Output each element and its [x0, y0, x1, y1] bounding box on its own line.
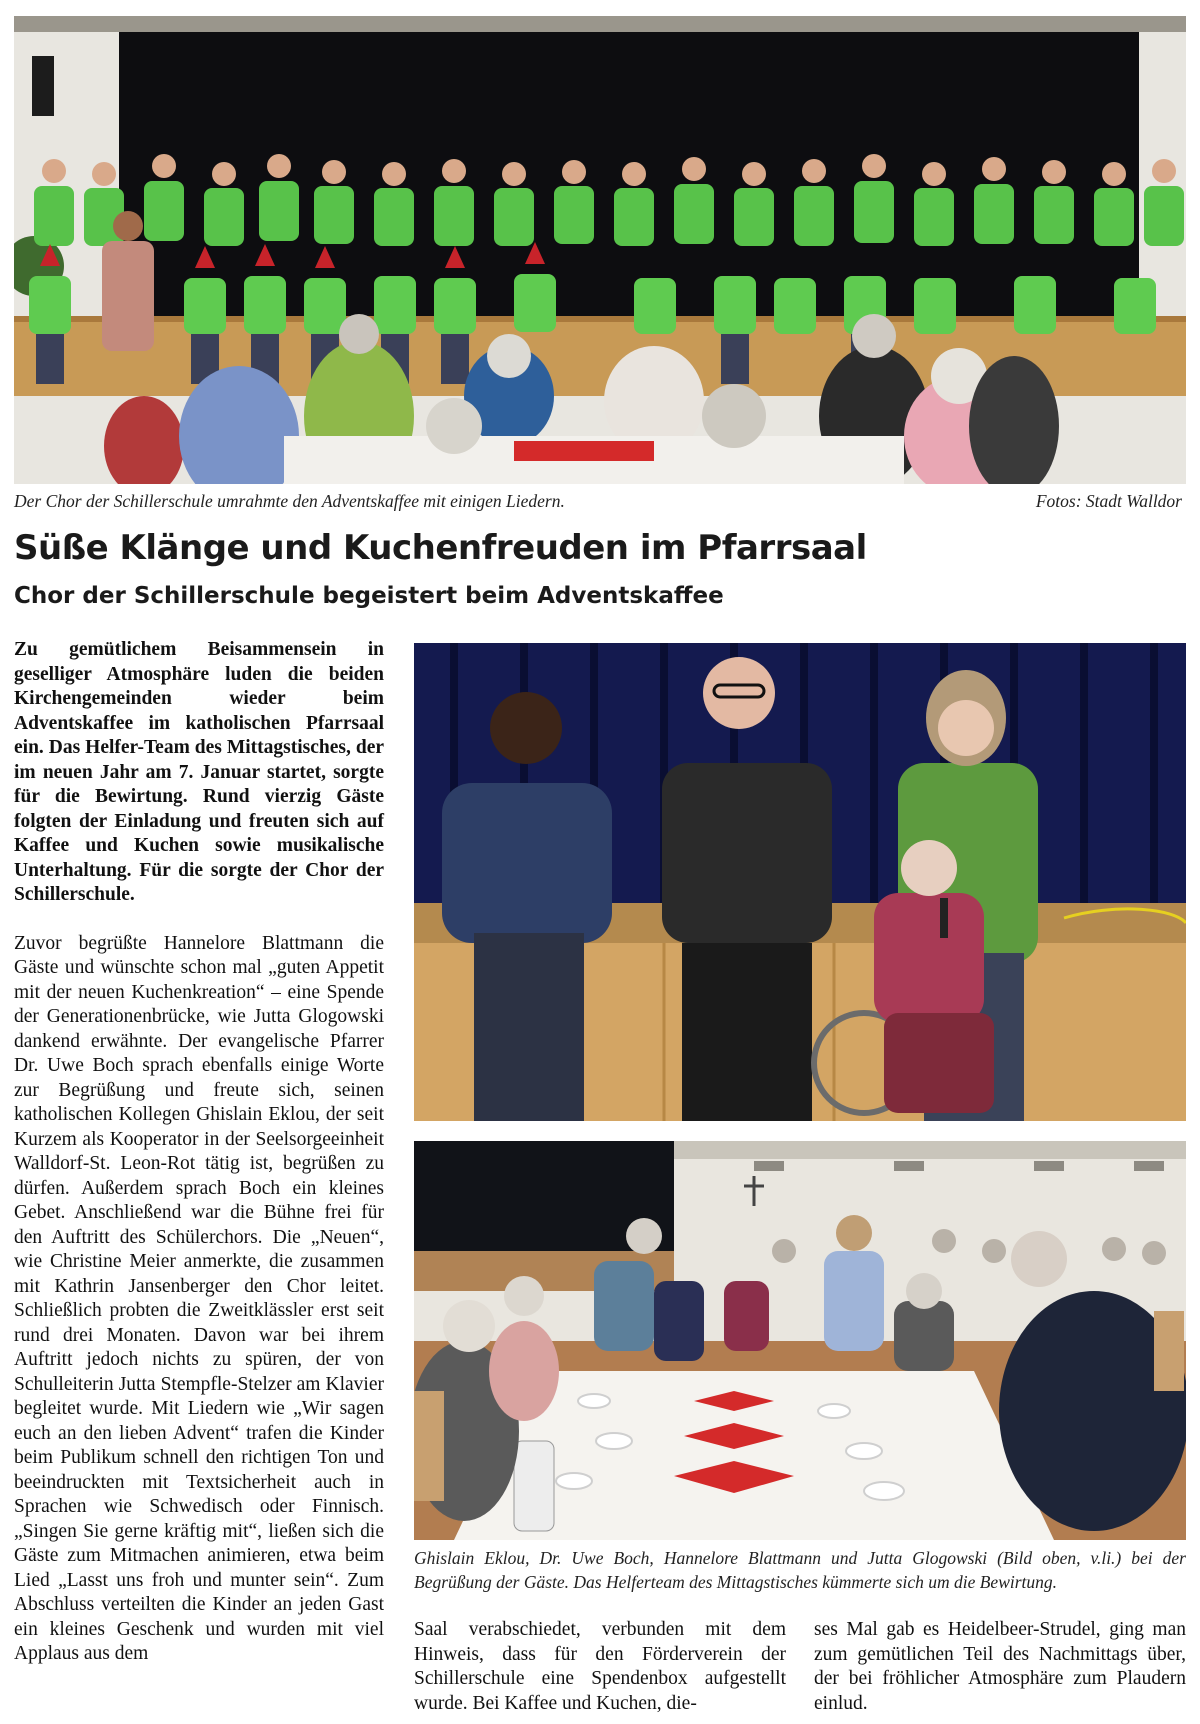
photo-credit: Fotos: Stadt Walldor [1035, 491, 1182, 511]
article-column-3 [814, 1618, 1186, 1716]
subheadline: Chor der Schillerschule begeistert beim Adventskaffee [14, 583, 724, 609]
body-paragraph-2: Saal verabschiedet, verbunden mit dem Hinweis, dass für den Förderverein der Schillerschule eine Spendenbox aufgestellt wurde. Bei Kaffee und Kuchen, die- [414, 1619, 786, 1714]
choir-photo [14, 16, 1186, 484]
speakers-photo [414, 643, 1186, 1121]
headline: Süße Klänge und Kuchenfreuden im Pfarrsaal [14, 528, 867, 568]
bottom-photo-caption: Ghislain Eklou, Dr. Uwe Boch, Hannelore Blattmann und Jutta Glogowski (Bild oben, v.li.) bei der Begrüßung der Gäste. Das Helferteam des Mittagstisches kümmerte sich um die Bewirtung. [414, 1548, 1186, 1592]
choir-photo-caption: Der Chor der Schillerschule umrahmte den Adventskaffee mit einigen Liedern. [14, 491, 565, 511]
article-column-2 [414, 1618, 786, 1716]
lead-paragraph: Zu gemütlichem Beisammensein in geselliger Atmosphäre luden die beiden Kirchengemeinden wieder beim Adventskaffee im katholischen Pfarrsaal ein. Das Helfer-Team des Mittagstisches, der im neuen Jahr am 7. Januar startet, sorgte für die Bewirtung. Rund vierzig Gäste folgten der Einladung und freuten sich auf Kaffee und Kuchen sowie musikalische Unterhaltung. Für die sorgte der Chor der Schillerschule. [14, 639, 384, 905]
article-column-1 [14, 638, 384, 1667]
coffee-tables-photo [414, 1141, 1186, 1540]
body-paragraph-1: Zuvor begrüßte Hannelore Blattmann die Gäste und wünschte schon mal „guten Appetit mit der neuen Kuchenkreation“ – eine Spende der Generationenbrücke, wie Jutta Glogowski dankend erwähnte. Der evangelische Pfarrer Dr. Uwe Boch sprach ebenfalls einige Worte zur Begrüßung und freute sich, seinen katholischen Kollegen Ghislain Eklou, der seit Kurzem als Kooperator in der Seelsorgeeinheit Walldorf-St. Leon-Rot tätig ist, begrüßen zu dürfen. Außerdem sprach Boch ein kleines Gebet. Anschließend war die Bühne frei für den Auftritt des Schülerchors. Die „Neuen“, wie Christine Meier anmerkte, die zusammen mit Kathrin Jansenberger den Chor leitet. Schließlich probten die Zweitklässler erst seit rund drei Monaten. Davon war bei ihrem Auftritt jedoch nichts zu spüren, der von Schulleiterin Jutta Stempfle-Stelzer am Klavier begleitet wurde. Mit Liedern wie „Wir sagen euch an den lieben Advent“ trafen die Kinder beim Publikum schnell den richtigen Ton und beeindruckten mit Textsicherheit auch in Sprachen wie Schwedisch oder Finnisch. „Singen Sie gerne kräftig mit“, ließen sich die Gäste zum Mitmachen animieren, etwa beim Lied „Lasst uns froh und munter sein“. Zum Abschluss verteilten die Kinder an jeden Gast ein kleines Geschenk und wurden mit viel Applaus aus dem [14, 932, 384, 1664]
body-paragraph-3: ses Mal gab es Heidelbeer-Strudel, ging man zum gemütlichen Teil des Nachmittags über, der bei fröhlicher Atmosphäre zum Plaudern einlud. [814, 1619, 1186, 1714]
